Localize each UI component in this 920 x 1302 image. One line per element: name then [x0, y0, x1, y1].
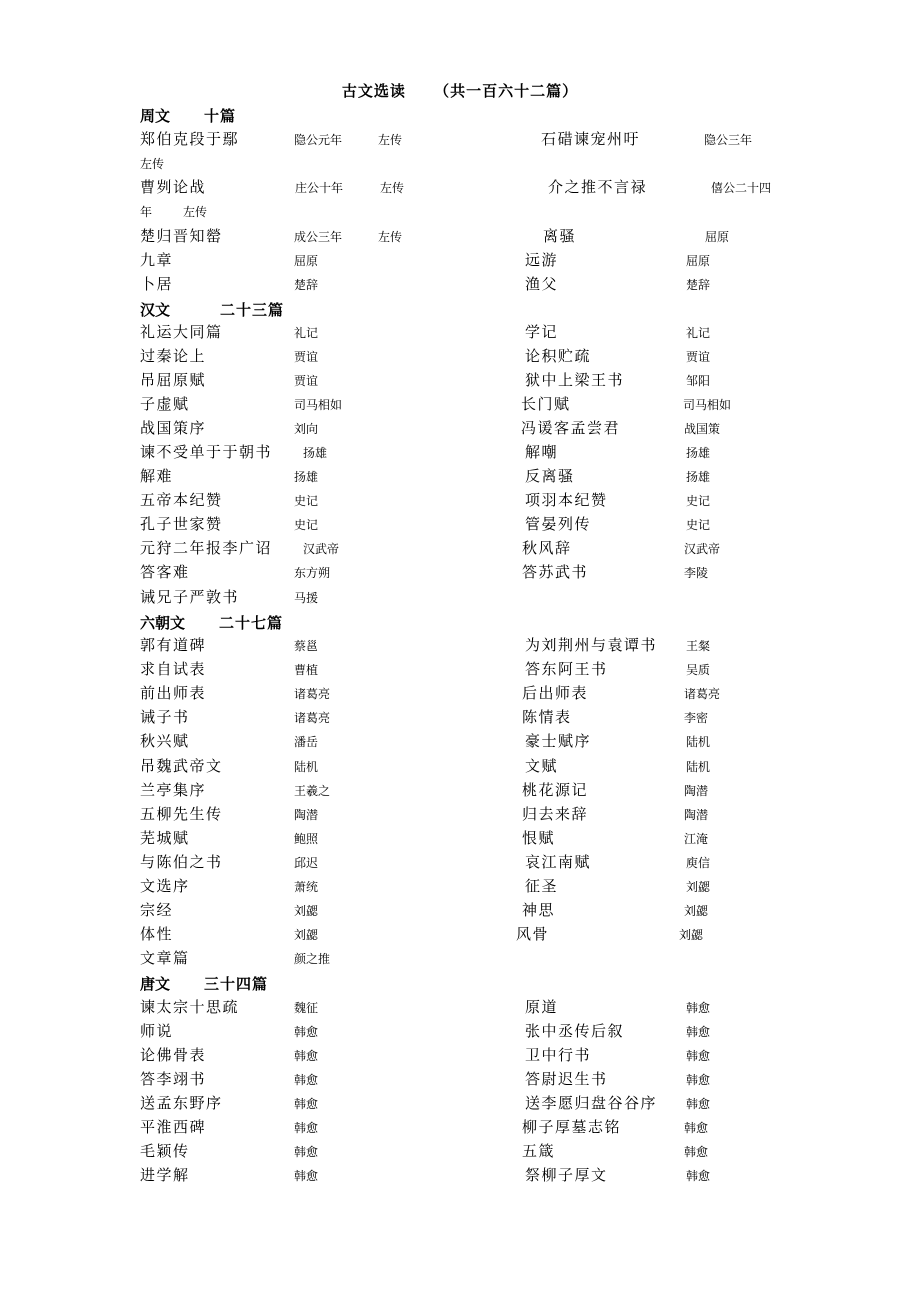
entry-source: 刘勰 [294, 928, 319, 942]
entry-title: 芜城赋 [140, 829, 190, 847]
entry-title: 文选序 [140, 877, 190, 895]
entry-source: 庄公十年 [295, 181, 344, 195]
entry-title: 卜居 [140, 275, 174, 293]
entry-title: 恨赋 [522, 829, 556, 847]
entry-source: 贾谊 [294, 350, 319, 364]
entry-title: 体性 [140, 925, 174, 943]
entry-source: 史记 [686, 518, 711, 532]
entry-title: 柳子厚墓志铭 [522, 1118, 622, 1136]
entry-title: 吊魏武帝文 [140, 757, 223, 775]
entry-title: 哀江南赋 [525, 853, 592, 871]
entry-source: 屈原 [294, 254, 319, 268]
entry-title: 论佛骨表 [140, 1046, 207, 1064]
entry-source: 贾谊 [686, 350, 711, 364]
entry-source: 刘勰 [684, 904, 709, 918]
entry-title: 子虚赋 [140, 395, 190, 413]
entry-source: 汉武帝 [684, 542, 721, 556]
entry-source: 诸葛亮 [294, 687, 331, 701]
entry-title: 卫中行书 [525, 1046, 592, 1064]
entry-title: 豪士赋序 [525, 732, 592, 750]
entry-title: 答尉迟生书 [525, 1070, 608, 1088]
entry-source: 韩愈 [686, 1169, 711, 1183]
entry-title: 反离骚 [525, 467, 575, 485]
entry-title: 答李翊书 [140, 1070, 207, 1088]
entry-title: 秋兴赋 [140, 732, 190, 750]
entry-source: 韩愈 [294, 1145, 319, 1159]
entry-title: 郭有道碑 [140, 636, 207, 654]
entry-source: 东方朔 [294, 566, 331, 580]
entry-source: 陶潜 [684, 808, 709, 822]
entry-title: 答苏武书 [522, 563, 589, 581]
entry-source: 扬雄 [294, 470, 319, 484]
entry-source: 刘向 [294, 422, 319, 436]
entry-title: 为刘荆州与袁谭书 [525, 636, 658, 654]
entry-title: 楚归晋知罃 [140, 227, 223, 245]
section-heading-tang [140, 973, 268, 994]
section-count: 十篇 [204, 107, 237, 125]
entry-title: 渔父 [525, 275, 559, 293]
entry-source: 屈原 [705, 230, 730, 244]
entry-source: 诸葛亮 [294, 711, 331, 725]
entry-source: 颜之推 [294, 952, 331, 966]
entry-title: 兰亭集序 [140, 781, 207, 799]
entry-source: 潘岳 [294, 735, 319, 749]
entry-source: 史记 [686, 494, 711, 508]
entry-source: 成公三年 [294, 230, 343, 244]
entry-source: 韩愈 [294, 1097, 319, 1111]
section-name: 周文 [140, 107, 171, 125]
entry-title: 原道 [525, 998, 559, 1016]
entry-source: 屈原 [686, 254, 711, 268]
entry-source: 诸葛亮 [684, 687, 721, 701]
title-main: 古文选读 [341, 82, 406, 100]
entry-title: 管晏列传 [525, 515, 592, 533]
entry-title: 论积贮疏 [525, 347, 592, 365]
entry-source: 韩愈 [686, 1097, 711, 1111]
entry-title: 诫子书 [140, 708, 190, 726]
entry-title: 远游 [525, 251, 559, 269]
entry-title: 介之推不言禄 [548, 178, 648, 196]
entry-source: 马援 [294, 591, 319, 605]
entry-title: 张中丞传后叙 [525, 1022, 625, 1040]
entry-title: 礼运大同篇 [140, 323, 223, 341]
entry-source: 扬雄 [303, 446, 328, 460]
entry-title: 学记 [525, 323, 559, 341]
section-count: 三十四篇 [204, 975, 269, 993]
entry-source: 庾信 [686, 856, 711, 870]
entry-title: 进学解 [140, 1166, 190, 1184]
entry-title: 郑伯克段于鄢 [140, 130, 240, 148]
entry-source: 史记 [294, 518, 319, 532]
entry-title: 归去来辞 [522, 805, 589, 823]
section-name: 唐文 [140, 975, 171, 993]
entry-source: 韩愈 [686, 1049, 711, 1063]
entry-title: 送孟东野序 [140, 1094, 223, 1112]
entry-source: 史记 [294, 494, 319, 508]
entry-source: 扬雄 [686, 470, 711, 484]
entry-source: 战国策 [684, 422, 721, 436]
entry-title: 解难 [140, 467, 174, 485]
entry-title: 项羽本纪赞 [525, 491, 608, 509]
entry-source: 左传 [380, 181, 405, 195]
entry-title: 求自试表 [140, 660, 207, 678]
entry-title: 五帝本纪赞 [140, 491, 223, 509]
section-heading-zhou [140, 105, 236, 126]
entry-title: 离骚 [543, 227, 577, 245]
entry-title: 诫兄子严敦书 [140, 588, 240, 606]
entry-title: 文赋 [525, 757, 559, 775]
entry-source: 韩愈 [686, 1025, 711, 1039]
entry-title: 谏太宗十思疏 [140, 998, 240, 1016]
entry-source: 贾谊 [294, 374, 319, 388]
entry-source: 韩愈 [686, 1001, 711, 1015]
section-heading-han [140, 299, 284, 320]
entry-source: 左传 [378, 230, 403, 244]
title-count: （共一百六十二篇） [434, 82, 579, 100]
entry-title: 长门赋 [521, 395, 571, 413]
entry-title: 与陈伯之书 [140, 853, 223, 871]
document-title [0, 80, 920, 101]
entry-source: 左传 [183, 205, 208, 219]
entry-source: 鲍照 [294, 832, 319, 846]
entry-source: 楚辞 [686, 278, 711, 292]
section-count: 二十三篇 [220, 301, 285, 319]
entry-title: 狱中上梁王书 [525, 371, 625, 389]
entry-source: 邱迟 [294, 856, 319, 870]
section-name: 六朝文 [140, 614, 186, 632]
entry-source: 邹阳 [686, 374, 711, 388]
entry-title: 元狩二年报李广诏 [140, 539, 273, 557]
entry-title: 祭柳子厚文 [525, 1166, 608, 1184]
entry-source: 左传 [378, 133, 403, 147]
entry-source: 陆机 [294, 760, 319, 774]
entry-title: 风骨 [516, 925, 550, 943]
entry-title: 谏不受单于于朝书 [140, 443, 273, 461]
entry-source: 礼记 [294, 326, 319, 340]
entry-source: 韩愈 [686, 1073, 711, 1087]
entry-title: 文章篇 [140, 949, 190, 967]
entry-source: 李密 [684, 711, 709, 725]
entry-source: 曹植 [294, 663, 319, 677]
entry-title: 答东阿王书 [525, 660, 608, 678]
entry-source: 司马相如 [683, 398, 732, 412]
entry-source: 陶潜 [294, 808, 319, 822]
entry-title: 宗经 [140, 901, 174, 919]
entry-source: 魏征 [294, 1001, 319, 1015]
entry-title: 后出师表 [522, 684, 589, 702]
entry-source: 刘勰 [679, 928, 704, 942]
entry-title: 冯谖客孟尝君 [521, 419, 621, 437]
section-name: 汉文 [140, 301, 171, 319]
entry-source: 韩愈 [294, 1073, 319, 1087]
entry-title: 秋风辞 [522, 539, 572, 557]
entry-source: 左传 [140, 157, 165, 171]
entry-title: 前出师表 [140, 684, 207, 702]
entry-source: 吴质 [686, 663, 711, 677]
entry-source: 汉武帝 [303, 542, 340, 556]
entry-title: 答客难 [140, 563, 190, 581]
entry-title: 过秦论上 [140, 347, 207, 365]
entry-title: 曹刿论战 [140, 178, 207, 196]
entry-source: 隐公元年 [294, 133, 343, 147]
entry-source: 蔡邕 [294, 639, 319, 653]
section-count: 二十七篇 [219, 614, 284, 632]
entry-source: 隐公三年 [704, 133, 753, 147]
entry-title: 陈情表 [522, 708, 572, 726]
entry-source: 陆机 [686, 735, 711, 749]
entry-source: 王羲之 [294, 784, 331, 798]
entry-source: 礼记 [686, 326, 711, 340]
entry-source: 韩愈 [294, 1025, 319, 1039]
entry-title: 九章 [140, 251, 174, 269]
entry-source: 司马相如 [294, 398, 343, 412]
entry-source: 楚辞 [294, 278, 319, 292]
entry-source: 年 [140, 205, 153, 219]
entry-source: 陶潜 [684, 784, 709, 798]
entry-title: 孔子世家赞 [140, 515, 223, 533]
entry-source: 刘勰 [294, 904, 319, 918]
entry-title: 石碏谏宠州吁 [541, 130, 641, 148]
entry-source: 李陵 [684, 566, 709, 580]
entry-title: 神思 [522, 901, 556, 919]
section-heading-liuchao [140, 612, 283, 633]
entry-source: 萧统 [294, 880, 319, 894]
entry-source: 韩愈 [294, 1169, 319, 1183]
entry-title: 战国策序 [140, 419, 207, 437]
entry-source: 扬雄 [686, 446, 711, 460]
entry-title: 五箴 [522, 1142, 556, 1160]
entry-source: 韩愈 [684, 1121, 709, 1135]
entry-source: 陆机 [686, 760, 711, 774]
entry-title: 桃花源记 [522, 781, 589, 799]
entry-title: 师说 [140, 1022, 174, 1040]
entry-source: 韩愈 [294, 1049, 319, 1063]
entry-source: 刘勰 [686, 880, 711, 894]
entry-title: 解嘲 [525, 443, 559, 461]
entry-title: 平淮西碑 [140, 1118, 207, 1136]
entry-source: 韩愈 [294, 1121, 319, 1135]
entry-title: 征圣 [525, 877, 559, 895]
entry-source: 江淹 [684, 832, 709, 846]
entry-source: 王粲 [686, 639, 711, 653]
entry-title: 五柳先生传 [140, 805, 223, 823]
entry-title: 毛颖传 [140, 1142, 190, 1160]
entry-title: 送李愿归盘谷谷序 [525, 1094, 658, 1112]
entry-title: 吊屈原赋 [140, 371, 207, 389]
entry-source: 韩愈 [684, 1145, 709, 1159]
entry-source: 僖公二十四 [711, 181, 772, 195]
